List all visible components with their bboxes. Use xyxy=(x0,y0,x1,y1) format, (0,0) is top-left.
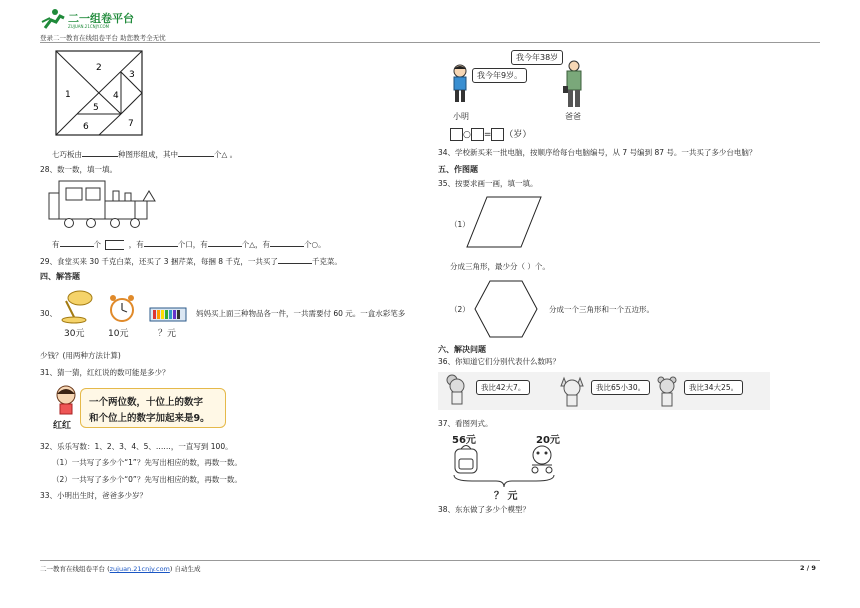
price-item-2: 20元 xyxy=(536,435,560,446)
mouse-icon xyxy=(444,374,470,408)
parallelogram-figure xyxy=(465,195,543,249)
boy-xiaoming-icon xyxy=(450,64,470,104)
answer-box-2[interactable] xyxy=(471,128,484,141)
logo-text: 二一组卷平台 xyxy=(68,12,134,25)
question-28: 28、数一数，填一填。 xyxy=(40,165,118,174)
girl-name: 红红 xyxy=(53,421,72,431)
animal-bubble-2: 我比65小30。 xyxy=(591,380,650,395)
section-5-title: 五、作图题 xyxy=(438,165,478,174)
label-dad: 爸爸 xyxy=(565,112,581,121)
question-35-2-text: 分成一个三角形和一个五边形。 xyxy=(549,305,654,314)
question-28-fill: 有 个 ，有 个口，有 个△，有 个○。 xyxy=(52,240,326,249)
bear-icon xyxy=(654,374,680,408)
question-35-2-label: （2） xyxy=(450,305,470,314)
question-38: 38、东东做了多少个模型？ xyxy=(438,505,531,514)
backpack-icon xyxy=(449,443,485,475)
hexagon-figure xyxy=(474,280,538,338)
tangram-label-3: 3 xyxy=(129,70,135,80)
toy-car-icon xyxy=(522,443,562,475)
section-6-title: 六、解决问题 xyxy=(438,345,486,354)
bubble-line-2: 和个位上的数字加起来是9。 xyxy=(89,413,210,424)
question-36: 36、你知道它们分别代表什么数吗？ xyxy=(438,357,561,366)
answer-box-1[interactable] xyxy=(450,128,463,141)
rectangle-icon xyxy=(105,240,124,250)
question-32-1: （1）一共写了多少个“1”？先写出相应的数，再数一数。 xyxy=(52,458,242,467)
question-34: 34、学校新买来一批电脑，按顺序给每台电脑编号，从 7 号编到 87 号。一共买了多少台电脑？ xyxy=(438,148,757,157)
animals-strip xyxy=(438,372,770,410)
price-lamp: 30元 xyxy=(64,329,85,339)
question-35-1-text: 分成三角形，最少分（ ）个。 xyxy=(450,262,550,271)
tangram-label-4: 4 xyxy=(113,91,119,101)
price-pens: ？元 xyxy=(158,329,177,339)
speech-bubble-dad: 我今年38岁 xyxy=(511,50,563,65)
question-30-text-2: 少钱？(用两种方法计算) xyxy=(40,351,121,360)
tangram-label-1: 1 xyxy=(65,90,71,100)
footer-divider xyxy=(40,560,820,561)
label-xiaoming: 小明 xyxy=(453,112,469,121)
tangram-figure xyxy=(55,50,143,136)
question-35: 35、按要求画一画，填一填。 xyxy=(438,179,538,188)
question-37: 37、看图列式。 xyxy=(438,419,493,428)
price-clock: 10元 xyxy=(108,329,129,339)
tangram-label-6: 6 xyxy=(83,122,89,132)
dad-icon xyxy=(562,60,586,108)
speech-bubble-honghong xyxy=(80,388,226,428)
alarm-clock-icon xyxy=(107,292,137,324)
header-tagline: 登录二一教育在线组卷平台 助您教考全无忧 xyxy=(40,34,166,42)
tangram-label-7: 7 xyxy=(128,119,134,129)
tangram-label-5: 5 xyxy=(93,103,99,113)
tangram-label-2: 2 xyxy=(96,63,102,73)
train-figure xyxy=(47,179,157,229)
cat-icon xyxy=(558,374,586,408)
question-32-2: （2）一共写了多少个“0”？先写出相应的数，再数一数。 xyxy=(52,475,242,484)
price-item-1: 56元 xyxy=(452,435,476,446)
question-33: 33、小明出生时，爸爸多少岁？ xyxy=(40,491,148,500)
animal-bubble-1: 我比42大7。 xyxy=(476,380,530,395)
answer-box-3[interactable] xyxy=(491,128,504,141)
logo-subtext: ZUJUAN.21CNJY.COM xyxy=(68,24,110,29)
runner-logo-icon xyxy=(40,8,66,32)
bubble-line-1: 一个两位数，十位上的数字 xyxy=(89,397,204,408)
question-29: 29、食堂买来 30 千克白菜，还买了 3 捆芹菜，每捆 8 千克，一共买了 千克菜。 xyxy=(40,257,342,266)
animal-bubble-3: 我比34大25。 xyxy=(684,380,743,395)
footer-link[interactable]: zujuan.21cnjy.com xyxy=(109,565,170,573)
speech-bubble-kid: 我今年9岁。 xyxy=(472,68,527,83)
brace-figure xyxy=(452,474,556,488)
page-number: 2 / 9 xyxy=(800,564,816,572)
equation-template: ○ = （岁） xyxy=(450,127,531,141)
footer-source: 二一教育在线组卷平台 (zujuan.21cnjy.com) 自动生成 xyxy=(40,565,201,573)
question-31: 31、猜一猜，红红说的数可能是多少？ xyxy=(40,368,170,377)
header-divider xyxy=(40,42,820,43)
question-30-text: 妈妈买上面三种物品各一件，一共需要付 60 元。一盒水彩笔多 xyxy=(196,309,406,318)
total-price-unknown: ？ 元 xyxy=(494,491,518,502)
girl-honghong-icon xyxy=(52,384,80,420)
lamp-icon xyxy=(56,289,96,325)
site-logo xyxy=(40,8,150,34)
question-32: 32、乐乐写数：1、2、3、4、5、……，一直写到 100。 xyxy=(40,442,233,451)
question-30-number: 30、 xyxy=(40,309,58,318)
question-27: 七巧板由 种图形组成，其中 个△ 。 xyxy=(52,150,238,159)
watercolor-pens-icon xyxy=(148,304,188,324)
question-35-1-label: （1） xyxy=(450,220,470,229)
section-4-title: 四、解答题 xyxy=(40,272,80,281)
